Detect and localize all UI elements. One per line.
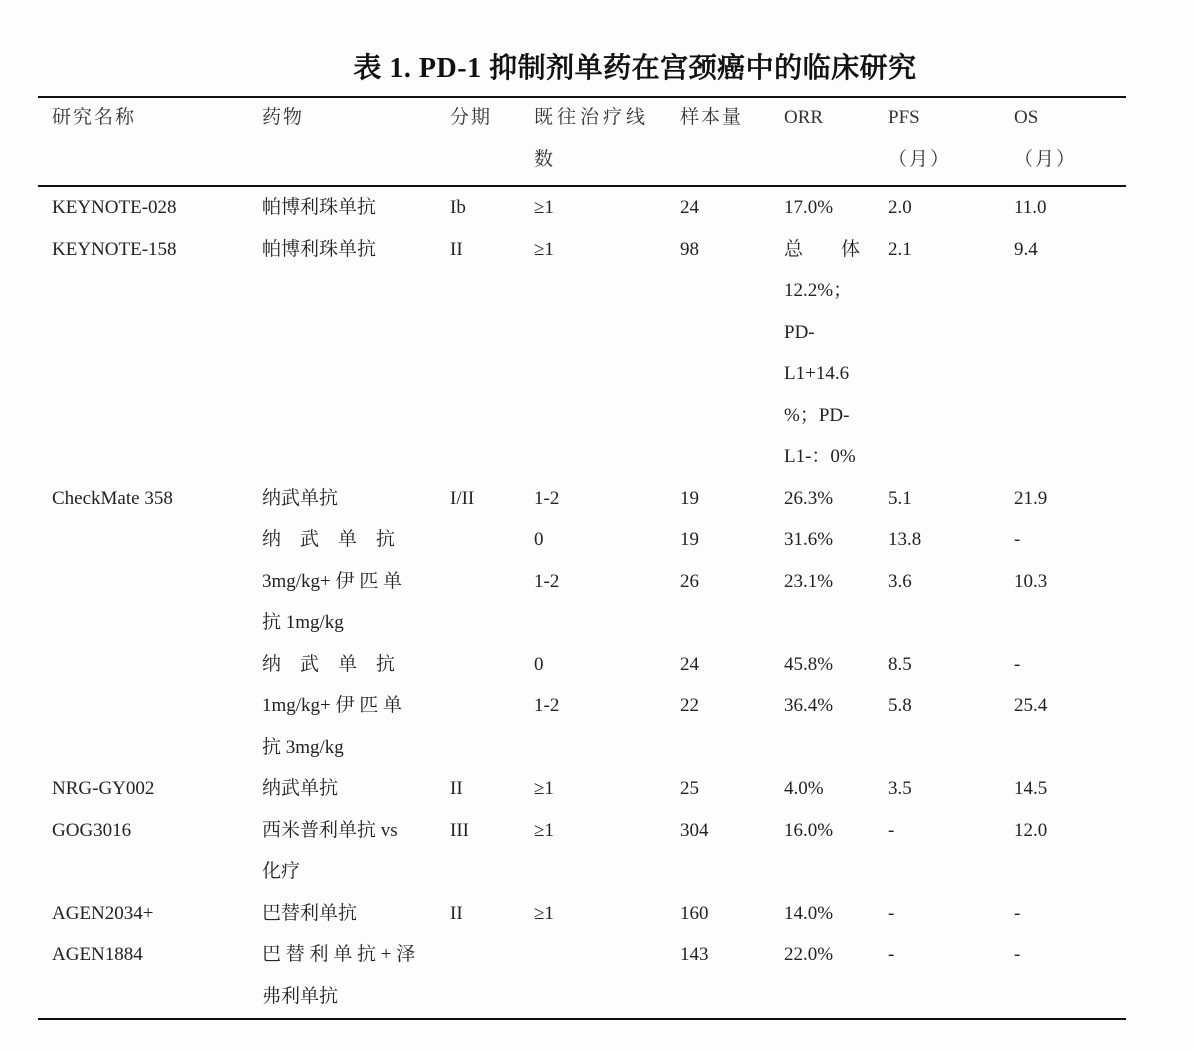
table-bottom-rule bbox=[38, 1018, 1126, 1020]
drug-cell: 弗利单抗 bbox=[262, 985, 339, 1007]
drug-cell: 抗 1mg/kg bbox=[262, 612, 344, 633]
orr-cell: 23.1% bbox=[784, 570, 834, 592]
phase-cell: III bbox=[450, 819, 469, 841]
phase-cell: I/II bbox=[450, 487, 475, 509]
sample-size-cell: 98 bbox=[680, 238, 699, 260]
sample-size-cell: 19 bbox=[680, 529, 699, 550]
drug-cell: 帕博利珠单抗 bbox=[262, 197, 377, 218]
orr-cell: 36.4% bbox=[784, 695, 834, 716]
sample-size-cell: 24 bbox=[680, 653, 699, 675]
sample-size-cell: 143 bbox=[680, 944, 709, 965]
sample-size-cell: 22 bbox=[680, 695, 699, 716]
prior-lines-cell: 0 bbox=[534, 653, 544, 675]
drug-cell: 纳武单抗 bbox=[262, 487, 339, 509]
header-os-unit: （月） bbox=[1014, 149, 1078, 170]
os-cell: - bbox=[1014, 902, 1021, 924]
orr-cell: 总 体 bbox=[784, 238, 861, 260]
prior-lines-cell: 1-2 bbox=[534, 695, 560, 716]
pfs-cell: - bbox=[888, 902, 895, 924]
pfs-cell: 5.1 bbox=[888, 487, 912, 509]
prior-lines-cell: ≥1 bbox=[534, 778, 554, 799]
orr-cell: %；PD- bbox=[784, 404, 850, 426]
pfs-cell: 5.8 bbox=[888, 695, 912, 716]
os-cell: 10.3 bbox=[1014, 570, 1048, 592]
drug-cell: 巴 替 利 单 抗 + 泽 bbox=[262, 944, 416, 965]
prior-lines-cell: ≥1 bbox=[534, 238, 554, 260]
pfs-cell: - bbox=[888, 819, 895, 841]
drug-cell: 西米普利单抗 vs bbox=[262, 819, 398, 841]
orr-cell: L1-：0% bbox=[784, 446, 856, 467]
pfs-cell: 3.6 bbox=[888, 570, 912, 592]
prior-lines-cell: 0 bbox=[534, 529, 544, 550]
study-cell: KEYNOTE-028 bbox=[52, 197, 177, 218]
header-os: OS bbox=[1014, 107, 1039, 128]
prior-lines-cell: ≥1 bbox=[534, 819, 554, 841]
os-cell: 25.4 bbox=[1014, 695, 1048, 716]
prior-lines-cell: ≥1 bbox=[534, 197, 554, 218]
drug-cell: 1mg/kg+ 伊 匹 单 bbox=[262, 695, 403, 716]
orr-cell: 17.0% bbox=[784, 197, 834, 218]
sample-size-cell: 19 bbox=[680, 487, 699, 509]
drug-cell: 化疗 bbox=[262, 861, 301, 882]
os-cell: - bbox=[1014, 944, 1021, 965]
phase-cell: II bbox=[450, 902, 463, 924]
table-title: 表 1. PD-1 抑制剂单药在宫颈癌中的临床研究 bbox=[353, 53, 917, 84]
prior-lines-cell: ≥1 bbox=[534, 902, 554, 924]
phase-cell: Ib bbox=[450, 197, 466, 218]
header-prior-lines: 既往治疗线 bbox=[534, 107, 650, 128]
phase-cell: II bbox=[450, 778, 463, 799]
study-cell: AGEN2034+ bbox=[52, 902, 154, 924]
study-cell: KEYNOTE-158 bbox=[52, 238, 177, 260]
orr-cell: 22.0% bbox=[784, 944, 834, 965]
sample-size-cell: 160 bbox=[680, 902, 709, 924]
header-orr: ORR bbox=[784, 107, 824, 128]
pfs-cell: 8.5 bbox=[888, 653, 912, 675]
header-study: 研究名称 bbox=[52, 107, 137, 128]
sample-size-cell: 25 bbox=[680, 778, 699, 799]
os-cell: - bbox=[1014, 653, 1021, 675]
sample-size-cell: 24 bbox=[680, 197, 699, 218]
header-phase: 分期 bbox=[450, 107, 493, 128]
header-sample-size: 样本量 bbox=[680, 107, 744, 128]
header-pfs-unit: （月） bbox=[888, 149, 952, 170]
os-cell: 12.0 bbox=[1014, 819, 1048, 841]
os-cell: 21.9 bbox=[1014, 487, 1048, 509]
orr-cell: 12.2%； bbox=[784, 280, 853, 301]
study-cell: CheckMate 358 bbox=[52, 487, 173, 509]
pfs-cell: - bbox=[888, 944, 895, 965]
orr-cell: 45.8% bbox=[784, 653, 834, 675]
drug-cell: 巴替利单抗 bbox=[262, 902, 358, 924]
os-cell: 11.0 bbox=[1014, 197, 1047, 218]
header-prior-lines-cont: 数 bbox=[534, 149, 556, 170]
drug-cell: 纳 武 单 抗 bbox=[262, 653, 396, 675]
os-cell: - bbox=[1014, 529, 1021, 550]
drug-cell: 3mg/kg+ 伊 匹 单 bbox=[262, 570, 403, 592]
study-cell: AGEN1884 bbox=[52, 944, 143, 965]
drug-cell: 纳 武 单 抗 bbox=[262, 529, 396, 550]
study-cell: GOG3016 bbox=[52, 819, 132, 841]
sample-size-cell: 26 bbox=[680, 570, 699, 592]
pfs-cell: 2.1 bbox=[888, 238, 912, 260]
orr-cell: PD- bbox=[784, 321, 815, 343]
orr-cell: 16.0% bbox=[784, 819, 834, 841]
pfs-cell: 13.8 bbox=[888, 529, 922, 550]
header-pfs: PFS bbox=[888, 107, 920, 128]
drug-cell: 帕博利珠单抗 bbox=[262, 238, 377, 260]
study-cell: NRG-GY002 bbox=[52, 778, 155, 799]
orr-cell: 4.0% bbox=[784, 778, 824, 799]
sample-size-cell: 304 bbox=[680, 819, 709, 841]
prior-lines-cell: 1-2 bbox=[534, 570, 560, 592]
pfs-cell: 2.0 bbox=[888, 197, 912, 218]
os-cell: 14.5 bbox=[1014, 778, 1048, 799]
orr-cell: 31.6% bbox=[784, 529, 834, 550]
pfs-cell: 3.5 bbox=[888, 778, 912, 799]
header-drug: 药物 bbox=[262, 107, 305, 128]
prior-lines-cell: 1-2 bbox=[534, 487, 560, 509]
phase-cell: II bbox=[450, 238, 463, 260]
orr-cell: 26.3% bbox=[784, 487, 834, 509]
drug-cell: 抗 3mg/kg bbox=[262, 736, 344, 758]
orr-cell: L1+14.6 bbox=[784, 363, 850, 384]
table-header-rule bbox=[38, 185, 1126, 187]
drug-cell: 纳武单抗 bbox=[262, 778, 339, 799]
orr-cell: 14.0% bbox=[784, 902, 834, 924]
os-cell: 9.4 bbox=[1014, 238, 1038, 260]
